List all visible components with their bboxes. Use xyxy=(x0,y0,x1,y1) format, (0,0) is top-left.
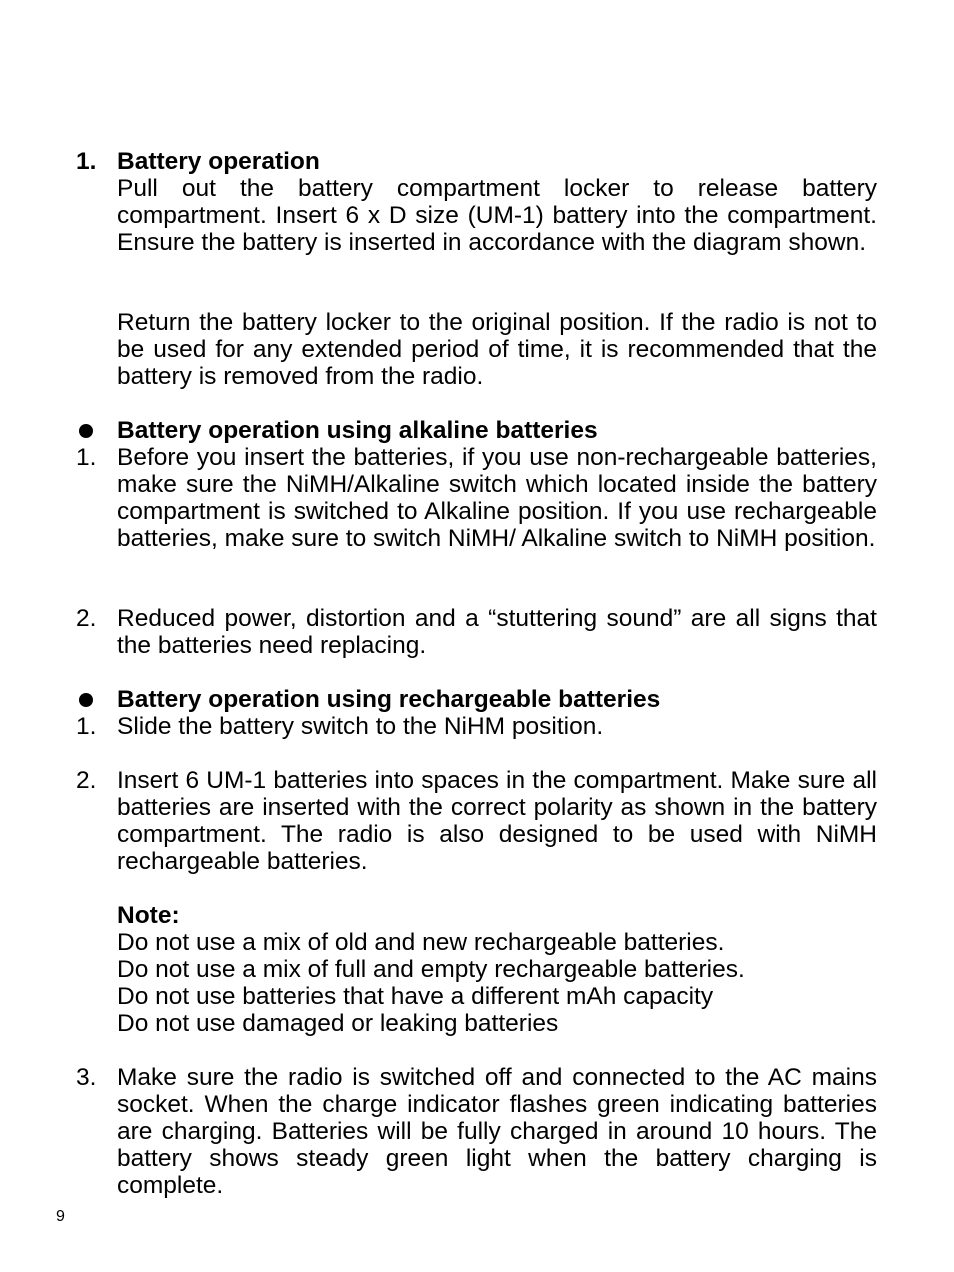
item-number: 1. xyxy=(76,444,97,471)
bullet-icon xyxy=(79,693,93,707)
item-number: 1. xyxy=(76,713,97,740)
paragraph: Pull out the battery compartment locker to release battery compartment. Insert 6 x D size (UM-1) battery into the compartment. Ensure the battery is inserted in accordance with the diagram shown. xyxy=(117,175,877,256)
item-text: Reduced power, distortion and a “stuttering sound” are all signs that the batteries need replacing. xyxy=(117,605,877,659)
note-text: Do not use batteries that have a different mAh capacity xyxy=(117,983,714,1010)
item-number: 2. xyxy=(76,605,97,632)
item-number: 2. xyxy=(76,767,97,794)
item-text: Slide the battery switch to the NiHM position. xyxy=(117,713,604,740)
note-label: Note: xyxy=(117,902,180,929)
note-text: Do not use a mix of old and new rechargeable batteries. xyxy=(117,929,725,956)
alkaline-heading: Battery operation using alkaline batteries xyxy=(117,417,598,444)
page-number: 9 xyxy=(56,1208,65,1225)
item-text: Make sure the radio is switched off and connected to the AC mains socket. When the charge indicator flashes green indicating batteries are charging. Batteries will be fully charged in around 10 hours. The battery shows steady green light when the battery charging is complete. xyxy=(117,1064,877,1199)
note-text: Do not use a mix of full and empty rechargeable batteries. xyxy=(117,956,745,983)
item-number: 3. xyxy=(76,1064,97,1091)
item-text: Before you insert the batteries, if you use non-rechargeable batteries, make sure the NiMH/Alkaline switch which located inside the battery compartment is switched to Alkaline position. If you use rechargeable batteries, make sure to switch NiMH/ Alkaline switch to NiMH position. xyxy=(117,444,877,552)
bullet-icon xyxy=(79,424,93,438)
section-number: 1. xyxy=(76,148,97,175)
rechargeable-heading: Battery operation using rechargeable batteries xyxy=(117,686,661,713)
note-text: Do not use damaged or leaking batteries xyxy=(117,1010,559,1037)
section-heading: Battery operation xyxy=(117,148,320,175)
paragraph: Return the battery locker to the original position. If the radio is not to be used for any extended period of time, it is recommended that the battery is removed from the radio. xyxy=(117,309,877,390)
item-text: Insert 6 UM-1 batteries into spaces in the compartment. Make sure all batteries are inserted with the correct polarity as shown in the battery compartment. The radio is also designed to be used with NiMH rechargeable batteries. xyxy=(117,767,877,875)
